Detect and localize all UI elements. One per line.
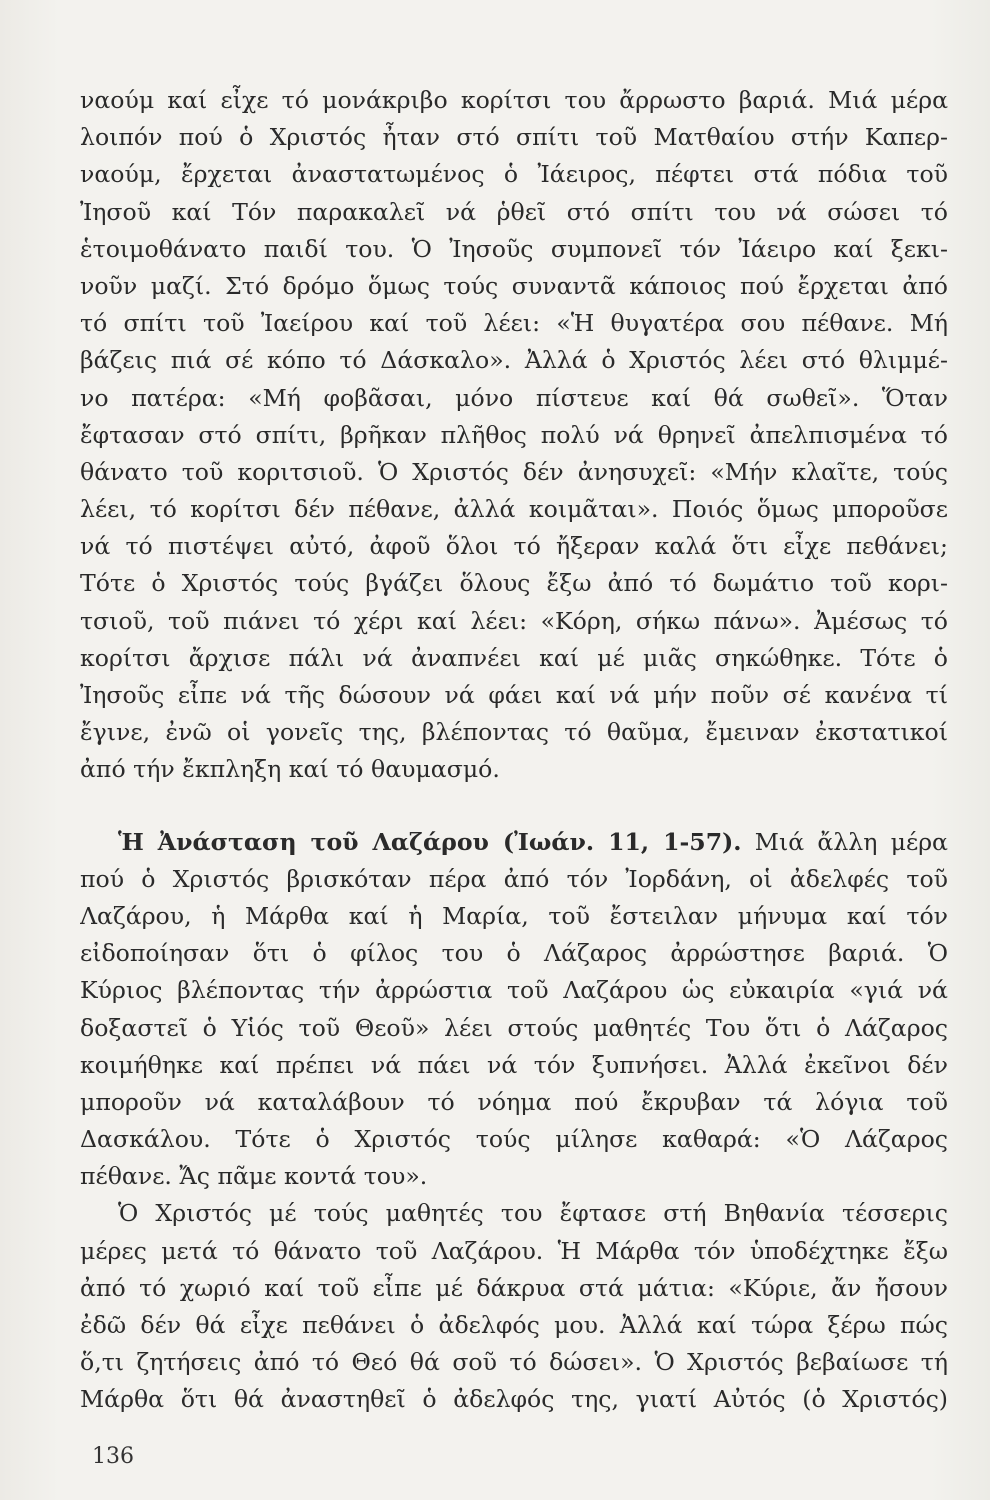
text-line: τό σπίτι τοῦ Ἰαείρου καί τοῦ λέει: «Ἡ θυγατέρα σου πέθανε. Μή bbox=[80, 309, 948, 338]
text-line: ναούμ καί εἶχε τό μονάκριβο κορίτσι του ἄρρωστο βαριά. Μιά μέρα bbox=[80, 86, 948, 114]
text-line: κορίτσι ἄρχισε πάλι νά ἀναπνέει καί μέ μιᾶς σηκώθηκε. Τότε ὁ bbox=[80, 643, 948, 672]
text-line: Ὁ Χριστός μέ τούς μαθητές του ἔφτασε στή Βηθανία τέσσερις bbox=[118, 1199, 948, 1228]
text-line: Δασκάλου. Τότε ὁ Χριστός τούς μίλησε καθαρά: «Ὁ Λάζαρος bbox=[80, 1125, 948, 1154]
text-line: ὅ,τι ζητήσεις ἀπό τό Θεό θά σοῦ τό δώσει». Ὁ Χριστός βεβαίωσε τή bbox=[80, 1348, 948, 1377]
text-line: μποροῦν νά καταλάβουν τό νόημα πού ἔκρυβαν τά λόγια τοῦ bbox=[80, 1087, 948, 1116]
text-line: Λαζάρου, ἡ Μάρθα καί ἡ Μαρία, τοῦ ἔστειλαν μήνυμα καί τόν bbox=[80, 901, 948, 930]
text-line: εἰδοποίησαν ὅτι ὁ φίλος του ὁ Λάζαρος ἀρρώστησε βαριά. Ὁ bbox=[80, 939, 948, 968]
text-line: Κύριος βλέποντας τήν ἀρρώστια τοῦ Λαζάρου ὡς εὐκαιρία «γιά νά bbox=[80, 976, 948, 1005]
paragraph-jairus-daughter bbox=[80, 82, 948, 789]
text-line: κοιμήθηκε καί πρέπει νά πάει νά τόν ξυπνήσει. Ἀλλά ἐκεῖνοι δέν bbox=[80, 1050, 948, 1079]
heading-line-rest: Μιά ἄλλη μέρα bbox=[754, 827, 948, 856]
text-line: ἑτοιμοθάνατο παιδί του. Ὁ Ἰησοῦς συμπονεῖ τόν Ἰάειρο καί ξεκι- bbox=[80, 234, 948, 263]
text-line: ἐδῶ δέν θά εἶχε πεθάνει ὁ ἀδελφός μου. Ἀλλά καί τώρα ξέρω πώς bbox=[80, 1311, 948, 1339]
text-line: ἀπό τό χωριό καί τοῦ εἶπε μέ δάκρυα στά μάτια: «Κύριε, ἄν ἤσουν bbox=[80, 1273, 948, 1302]
text-line: ἔφτασαν στό σπίτι, βρῆκαν πλῆθος πολύ νά θρηνεῖ ἀπελπισμένα τό bbox=[80, 420, 948, 449]
text-line: μέρες μετά τό θάνατο τοῦ Λαζάρου. Ἡ Μάρθα τόν ὑποδέχτηκε ἔξω bbox=[80, 1236, 948, 1265]
text-line: ἔγινε, ἐνῶ οἱ γονεῖς της, βλέποντας τό θαῦμα, ἔμειναν ἐκστατικοί bbox=[80, 718, 948, 747]
paragraph-lazarus-raising bbox=[80, 824, 948, 1196]
text-line: ναούμ, ἔρχεται ἀναστατωμένος ὁ Ἰάειρος, πέφτει στά πόδια τοῦ bbox=[80, 160, 948, 189]
text-line: θάνατο τοῦ κοριτσιοῦ. Ὁ Χριστός δέν ἀνησυχεῖ: «Μήν κλαῖτε, τούς bbox=[80, 457, 948, 486]
text-line: Ἰησοῦς εἶπε νά τῆς δώσουν νά φάει καί νά μήν ποῦν σέ κανένα τί bbox=[80, 681, 948, 709]
text-line: τσιοῦ, τοῦ πιάνει τό χέρι καί λέει: «Κόρη, σήκω πάνω». Ἀμέσως τό bbox=[80, 606, 948, 635]
heading-line bbox=[80, 824, 948, 861]
text-line: λοιπόν πού ὁ Χριστός ἦταν στό σπίτι τοῦ Ματθαίου στήν Καπερ- bbox=[80, 123, 948, 152]
text-line: νά τό πιστέψει αὐτό, ἀφοῦ ὅλοι τό ἤξεραν καλά ὅτι εἶχε πεθάνει; bbox=[80, 532, 948, 561]
text-line: Τότε ὁ Χριστός τούς βγάζει ὅλους ἔξω ἀπό τό δωμάτιο τοῦ κορι- bbox=[80, 569, 948, 598]
text-line: ἀπό τήν ἔκπληξη καί τό θαυμασμό. bbox=[80, 755, 500, 784]
text-line: δοξαστεῖ ὁ Υἱός τοῦ Θεοῦ» λέει στούς μαθητές Του ὅτι ὁ Λάζαρος bbox=[80, 1013, 948, 1042]
text-line: πέθανε. Ἄς πᾶμε κοντά του». bbox=[80, 1162, 428, 1191]
text-line: νο πατέρα: «Μή φοβᾶσαι, μόνο πίστευε καί θά σωθεῖ». Ὅταν bbox=[80, 383, 948, 412]
text-line: λέει, τό κορίτσι δέν πέθανε, ἀλλά κοιμᾶται». Ποιός ὅμως μποροῦσε bbox=[80, 495, 948, 524]
page-number: 136 bbox=[92, 1444, 134, 1469]
text-line: πού ὁ Χριστός βρισκόταν πέρα ἀπό τόν Ἰορδάνη, οἱ ἀδελφές τοῦ bbox=[80, 864, 948, 893]
text-line: Ἰησοῦ καί Τόν παρακαλεῖ νά ῥθεῖ στό σπίτι του νά σώσει τό bbox=[80, 197, 948, 226]
text-line: βάζεις πιά σέ κόπο τό Δάσκαλο». Ἀλλά ὁ Χριστός λέει στό θλιμμέ- bbox=[80, 346, 948, 375]
paragraph-gap bbox=[80, 789, 948, 824]
section-heading: Ἡ Ἀνάσταση τοῦ Λαζάρου (Ἰωάν. 11, 1-57). bbox=[118, 827, 742, 856]
paragraph-bethany bbox=[80, 1195, 948, 1418]
text-line: νοῦν μαζί. Στό δρόμο ὅμως τούς συναντᾶ κάποιος πού ἔρχεται ἀπό bbox=[80, 271, 948, 300]
body-text bbox=[80, 82, 948, 1419]
text-line: Μάρθα ὅτι θά ἀναστηθεῖ ὁ ἀδελφός της, γιατί Αὐτός (ὁ Χριστός) bbox=[80, 1385, 948, 1414]
